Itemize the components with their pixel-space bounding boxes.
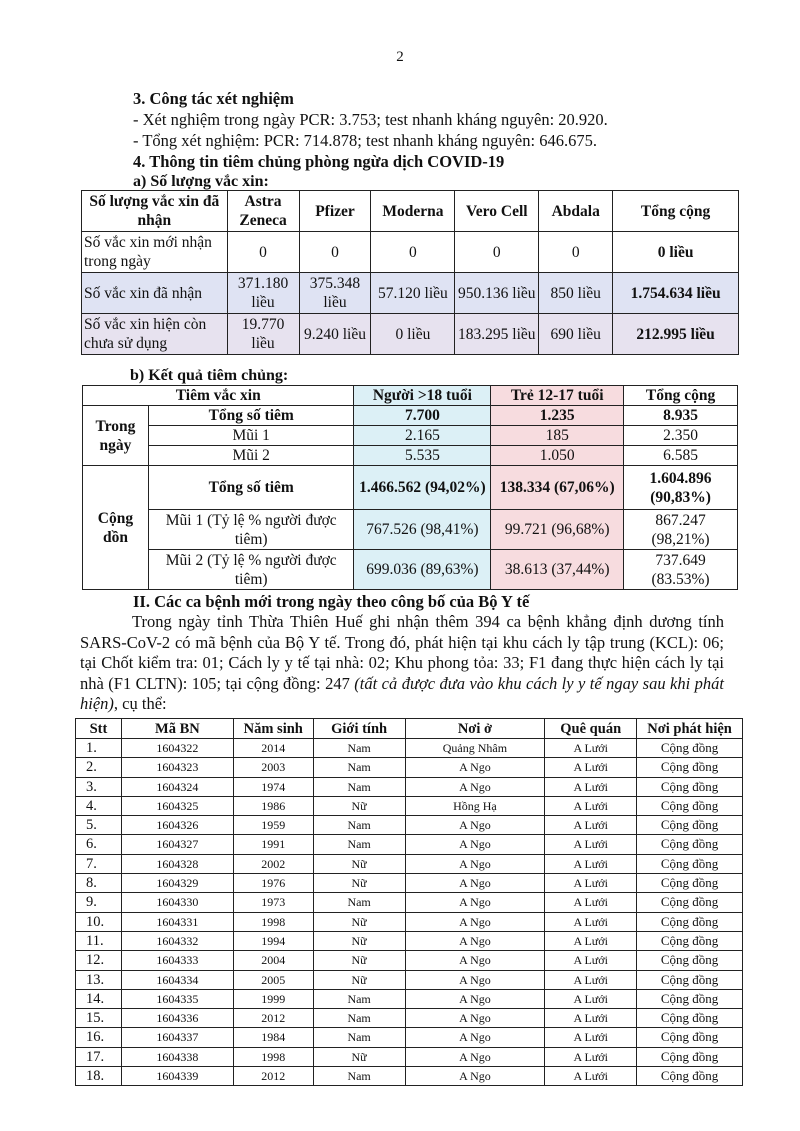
result-cell: 767.526 (98,41%) xyxy=(354,510,491,550)
case-cell: 1973 xyxy=(233,893,313,912)
vaccine-header-cell: Số lượng vắc xin đã nhận xyxy=(82,191,228,232)
result-row-label: Tổng số tiêm xyxy=(148,466,354,510)
case-cell: Nam xyxy=(313,1009,405,1028)
case-cell: 2014 xyxy=(233,739,313,758)
case-cell: A Lưới xyxy=(545,874,637,893)
vaccine-header-row xyxy=(82,191,739,232)
result-row xyxy=(83,426,738,446)
vaccine-cell: 212.995 liều xyxy=(613,314,739,355)
result-row-label: Mũi 1 (Tỷ lệ % người được tiêm) xyxy=(148,510,354,550)
result-cell: 185 xyxy=(491,426,624,446)
case-cell: Nữ xyxy=(313,854,405,873)
section3-line2: - Tổng xét nghiệm: PCR: 714.878; test nhanh kháng nguyên: 646.675. xyxy=(133,131,597,150)
result-cell: 99.721 (96,68%) xyxy=(491,510,624,550)
group-cong-don: Cộng dồn xyxy=(83,466,149,590)
section4-sub-a: a) Số lượng vắc xin: xyxy=(133,173,269,190)
vaccine-row-label: Số vắc xin đã nhận xyxy=(82,273,228,314)
case-cell: 1984 xyxy=(233,1028,313,1047)
case-cell: Nam xyxy=(313,1067,405,1086)
table-row xyxy=(76,931,743,950)
vaccine-cell: 19.770 liều xyxy=(227,314,299,355)
vaccine-cell: 0 xyxy=(539,232,613,273)
case-cell: Cộng đồng xyxy=(637,835,743,854)
case-cell: A Ngo xyxy=(405,989,545,1008)
table-row xyxy=(76,1047,743,1066)
vaccine-row-label: Số vắc xin mới nhận trong ngày xyxy=(82,232,228,273)
case-cell: Cộng đồng xyxy=(637,1047,743,1066)
result-row xyxy=(83,406,738,426)
case-cell: 1994 xyxy=(233,931,313,950)
case-cell: 5. xyxy=(76,816,122,835)
case-cell: Nam xyxy=(313,1028,405,1047)
section3-heading: 3. Công tác xét nghiệm xyxy=(133,89,294,108)
case-cell: 14. xyxy=(76,989,122,1008)
vaccine-cell: 0 xyxy=(455,232,539,273)
table-row xyxy=(76,970,743,989)
result-cell: 737.649 (83.53%) xyxy=(624,550,738,590)
result-header-cell: Tổng cộng xyxy=(624,386,738,406)
table-row xyxy=(76,951,743,970)
case-cell: Hồng Hạ xyxy=(405,796,545,815)
case-cell: A Ngo xyxy=(405,912,545,931)
case-cell: A Lưới xyxy=(545,777,637,796)
section2-heading: II. Các ca bệnh mới trong ngày theo công bố của Bộ Y tế xyxy=(133,592,530,611)
section2-paragraph xyxy=(80,612,724,715)
case-cell: Nữ xyxy=(313,1047,405,1066)
vaccine-header-cell: Vero Cell xyxy=(455,191,539,232)
case-cell: Nữ xyxy=(313,931,405,950)
case-cell: Nam xyxy=(313,835,405,854)
vaccine-cell: 183.295 liều xyxy=(455,314,539,355)
result-cell: 1.235 xyxy=(491,406,624,426)
result-row xyxy=(83,446,738,466)
case-cell: Cộng đồng xyxy=(637,816,743,835)
vaccine-row xyxy=(82,232,739,273)
section4-heading: 4. Thông tin tiêm chủng phòng ngừa dịch COVID-19 xyxy=(133,152,505,171)
table-row xyxy=(76,816,743,835)
table-row xyxy=(76,1067,743,1086)
case-cell: A Ngo xyxy=(405,777,545,796)
cases-header-cell: Nơi phát hiện xyxy=(637,719,743,739)
case-cell: 3. xyxy=(76,777,122,796)
case-cell: Cộng đồng xyxy=(637,1067,743,1086)
result-row-label: Mũi 2 xyxy=(148,446,354,466)
case-cell: 2003 xyxy=(233,758,313,777)
case-cell: 11. xyxy=(76,931,122,950)
cases-table xyxy=(75,718,743,1086)
case-cell: A Ngo xyxy=(405,758,545,777)
section3-line1: - Xét nghiệm trong ngày PCR: 3.753; test nhanh kháng nguyên: 20.920. xyxy=(133,110,608,129)
case-cell: Cộng đồng xyxy=(637,758,743,777)
cases-header-row xyxy=(76,719,743,739)
result-cell: 138.334 (67,06%) xyxy=(491,466,624,510)
result-cell: 2.350 xyxy=(624,426,738,446)
vaccine-cell: 0 xyxy=(227,232,299,273)
result-cell: 6.585 xyxy=(624,446,738,466)
case-cell: A Lưới xyxy=(545,1028,637,1047)
cases-header-cell: Nơi ở xyxy=(405,719,545,739)
cases-table-header xyxy=(76,719,743,739)
vaccine-row xyxy=(82,314,739,355)
table-row xyxy=(76,893,743,912)
case-cell: 1604333 xyxy=(121,951,233,970)
vaccination-result-table xyxy=(82,385,738,590)
case-cell: Cộng đồng xyxy=(637,912,743,931)
result-row-label: Mũi 2 (Tỷ lệ % người được tiêm) xyxy=(148,550,354,590)
case-cell: A Ngo xyxy=(405,951,545,970)
cases-table-body xyxy=(76,739,743,1086)
case-cell: 1604336 xyxy=(121,1009,233,1028)
vaccine-header-cell: Astra Zeneca xyxy=(227,191,299,232)
paragraph-end: , cụ thể: xyxy=(113,694,167,713)
vaccine-cell: 1.754.634 liều xyxy=(613,273,739,314)
case-cell: A Lưới xyxy=(545,1067,637,1086)
vaccine-header-cell: Pfizer xyxy=(299,191,371,232)
case-cell: Cộng đồng xyxy=(637,854,743,873)
case-cell: A Ngo xyxy=(405,874,545,893)
case-cell: 2005 xyxy=(233,970,313,989)
page-number: 2 xyxy=(396,49,404,65)
result-row-label: Tổng số tiêm xyxy=(148,406,354,426)
case-cell: 9. xyxy=(76,893,122,912)
case-cell: 2012 xyxy=(233,1067,313,1086)
case-cell: A Lưới xyxy=(545,854,637,873)
vaccine-row xyxy=(82,273,739,314)
cases-header-cell: Năm sinh xyxy=(233,719,313,739)
case-cell: Quảng Nhâm xyxy=(405,739,545,758)
case-cell: A Ngo xyxy=(405,1047,545,1066)
vaccine-cell: 690 liều xyxy=(539,314,613,355)
result-cell: 867.247 (98,21%) xyxy=(624,510,738,550)
vaccine-cell: 57.120 liều xyxy=(371,273,455,314)
result-row-label: Mũi 1 xyxy=(148,426,354,446)
case-cell: A Lưới xyxy=(545,951,637,970)
case-cell: A Ngo xyxy=(405,970,545,989)
case-cell: A Lưới xyxy=(545,739,637,758)
result-cell: 2.165 xyxy=(354,426,491,446)
vaccine-table-body xyxy=(82,232,739,355)
case-cell: 1604329 xyxy=(121,874,233,893)
result-cell: 699.036 (89,63%) xyxy=(354,550,491,590)
case-cell: 1604322 xyxy=(121,739,233,758)
case-cell: Nam xyxy=(313,893,405,912)
case-cell: Cộng đồng xyxy=(637,874,743,893)
paragraph-text: Trong ngày tỉnh Thừa Thiên Huế ghi nhận thêm 394 ca bệnh khẳng định dương tính SARS-CoV-2 có mã bệnh của Bộ Y tế. Trong đó, phát hiện tại khu cách ly tập trung (KCL): 06; tại Chốt kiểm tra: 01; Cách ly y tế tại nhà: 02; Khu phong tỏa: 33; F1 đang thực hiện cách ly tại nhà (F1 CLTN): 105; tại cộng đồng: 247 xyxy=(80,612,724,693)
vaccine-header-cell: Abdala xyxy=(539,191,613,232)
result-cell: 8.935 xyxy=(624,406,738,426)
vaccine-cell: 375.348 liều xyxy=(299,273,371,314)
case-cell: Nam xyxy=(313,816,405,835)
case-cell: 10. xyxy=(76,912,122,931)
vaccine-table xyxy=(81,190,739,355)
case-cell: 7. xyxy=(76,854,122,873)
case-cell: A Lưới xyxy=(545,912,637,931)
case-cell: Nữ xyxy=(313,951,405,970)
vaccine-header-cell: Tổng cộng xyxy=(613,191,739,232)
case-cell: Cộng đồng xyxy=(637,1009,743,1028)
case-cell: 13. xyxy=(76,970,122,989)
case-cell: 1604327 xyxy=(121,835,233,854)
case-cell: Cộng đồng xyxy=(637,739,743,758)
case-cell: 1991 xyxy=(233,835,313,854)
case-cell: A Lưới xyxy=(545,970,637,989)
case-cell: 1604339 xyxy=(121,1067,233,1086)
case-cell: 2. xyxy=(76,758,122,777)
cases-header-cell: Stt xyxy=(76,719,122,739)
case-cell: 1604330 xyxy=(121,893,233,912)
case-cell: 1998 xyxy=(233,1047,313,1066)
case-cell: A Ngo xyxy=(405,854,545,873)
case-cell: 1. xyxy=(76,739,122,758)
result-header-cell: Trẻ 12-17 tuổi xyxy=(491,386,624,406)
case-cell: 1604335 xyxy=(121,989,233,1008)
case-cell: Cộng đồng xyxy=(637,931,743,950)
table-row xyxy=(76,989,743,1008)
paragraph-italic: (tất cả được đưa vào khu cách ly y tế ngay sau khi phát hiện) xyxy=(80,673,725,713)
case-cell: Nam xyxy=(313,777,405,796)
case-cell: Cộng đồng xyxy=(637,951,743,970)
section4-sub-b: b) Kết quả tiêm chủng: xyxy=(130,367,289,384)
case-cell: Cộng đồng xyxy=(637,970,743,989)
cases-header-cell: Giới tính xyxy=(313,719,405,739)
case-cell: A Lưới xyxy=(545,816,637,835)
case-cell: Nam xyxy=(313,739,405,758)
table-row xyxy=(76,874,743,893)
result-cell: 5.535 xyxy=(354,446,491,466)
case-cell: 1604331 xyxy=(121,912,233,931)
case-cell: A Lưới xyxy=(545,893,637,912)
case-cell: 1999 xyxy=(233,989,313,1008)
case-cell: 1974 xyxy=(233,777,313,796)
case-cell: 1604332 xyxy=(121,931,233,950)
vaccine-cell: 950.136 liều xyxy=(455,273,539,314)
case-cell: 1604324 xyxy=(121,777,233,796)
vaccine-cell: 0 liều xyxy=(371,314,455,355)
case-cell: Cộng đồng xyxy=(637,1028,743,1047)
case-cell: Cộng đồng xyxy=(637,777,743,796)
case-cell: A Ngo xyxy=(405,931,545,950)
table-row xyxy=(76,1009,743,1028)
vaccine-cell: 0 liều xyxy=(613,232,739,273)
vaccine-header-cell: Moderna xyxy=(371,191,455,232)
case-cell: 15. xyxy=(76,1009,122,1028)
case-cell: A Lưới xyxy=(545,931,637,950)
case-cell: 1604323 xyxy=(121,758,233,777)
result-row xyxy=(83,510,738,550)
vaccine-row-label: Số vắc xin hiện còn chưa sử dụng xyxy=(82,314,228,355)
case-cell: 1604328 xyxy=(121,854,233,873)
cases-header-cell: Quê quán xyxy=(545,719,637,739)
case-cell: Nam xyxy=(313,989,405,1008)
case-cell: Nam xyxy=(313,758,405,777)
result-header-row xyxy=(83,386,738,406)
table-row xyxy=(76,912,743,931)
vaccine-table-header xyxy=(82,191,739,232)
table-row xyxy=(76,854,743,873)
case-cell: A Ngo xyxy=(405,1009,545,1028)
case-cell: A Ngo xyxy=(405,1028,545,1047)
result-cell: 1.050 xyxy=(491,446,624,466)
table-row xyxy=(76,777,743,796)
cases-header-cell: Mã BN xyxy=(121,719,233,739)
vaccine-cell: 371.180 liều xyxy=(227,273,299,314)
case-cell: Cộng đồng xyxy=(637,796,743,815)
case-cell: 1959 xyxy=(233,816,313,835)
result-cell: 7.700 xyxy=(354,406,491,426)
case-cell: A Lưới xyxy=(545,989,637,1008)
case-cell: Cộng đồng xyxy=(637,989,743,1008)
table-row xyxy=(76,796,743,815)
result-row xyxy=(83,466,738,510)
case-cell: 1986 xyxy=(233,796,313,815)
case-cell: 8. xyxy=(76,874,122,893)
table-row xyxy=(76,758,743,777)
case-cell: Nữ xyxy=(313,912,405,931)
case-cell: A Ngo xyxy=(405,835,545,854)
table-row xyxy=(76,1028,743,1047)
case-cell: A Lưới xyxy=(545,758,637,777)
case-cell: 1604338 xyxy=(121,1047,233,1066)
result-cell: 1.604.896 (90,83%) xyxy=(624,466,738,510)
result-cell: 38.613 (37,44%) xyxy=(491,550,624,590)
case-cell: 17. xyxy=(76,1047,122,1066)
case-cell: A Ngo xyxy=(405,893,545,912)
case-cell: 12. xyxy=(76,951,122,970)
case-cell: 4. xyxy=(76,796,122,815)
case-cell: 1604337 xyxy=(121,1028,233,1047)
case-cell: A Ngo xyxy=(405,816,545,835)
case-cell: 2012 xyxy=(233,1009,313,1028)
case-cell: A Lưới xyxy=(545,1047,637,1066)
result-header-cell: Người >18 tuổi xyxy=(354,386,491,406)
case-cell: 1604334 xyxy=(121,970,233,989)
case-cell: A Ngo xyxy=(405,1067,545,1086)
result-header-cell: Tiêm vắc xin xyxy=(83,386,354,406)
case-cell: A Lưới xyxy=(545,1009,637,1028)
table-row xyxy=(76,739,743,758)
result-row xyxy=(83,550,738,590)
case-cell: 18. xyxy=(76,1067,122,1086)
case-cell: 2002 xyxy=(233,854,313,873)
case-cell: 6. xyxy=(76,835,122,854)
vaccine-cell: 850 liều xyxy=(539,273,613,314)
case-cell: 1976 xyxy=(233,874,313,893)
case-cell: Nữ xyxy=(313,874,405,893)
group-trong-ngay: Trong ngày xyxy=(83,406,149,466)
case-cell: 1604325 xyxy=(121,796,233,815)
case-cell: A Lưới xyxy=(545,835,637,854)
case-cell: Nữ xyxy=(313,796,405,815)
table-row xyxy=(76,835,743,854)
result-cell: 1.466.562 (94,02%) xyxy=(354,466,491,510)
result-table-body xyxy=(83,386,738,590)
case-cell: 2004 xyxy=(233,951,313,970)
case-cell: 1998 xyxy=(233,912,313,931)
vaccine-cell: 0 xyxy=(299,232,371,273)
vaccine-cell: 9.240 liều xyxy=(299,314,371,355)
vaccine-cell: 0 xyxy=(371,232,455,273)
case-cell: 16. xyxy=(76,1028,122,1047)
case-cell: 1604326 xyxy=(121,816,233,835)
case-cell: Cộng đồng xyxy=(637,893,743,912)
case-cell: Nữ xyxy=(313,970,405,989)
case-cell: A Lưới xyxy=(545,796,637,815)
